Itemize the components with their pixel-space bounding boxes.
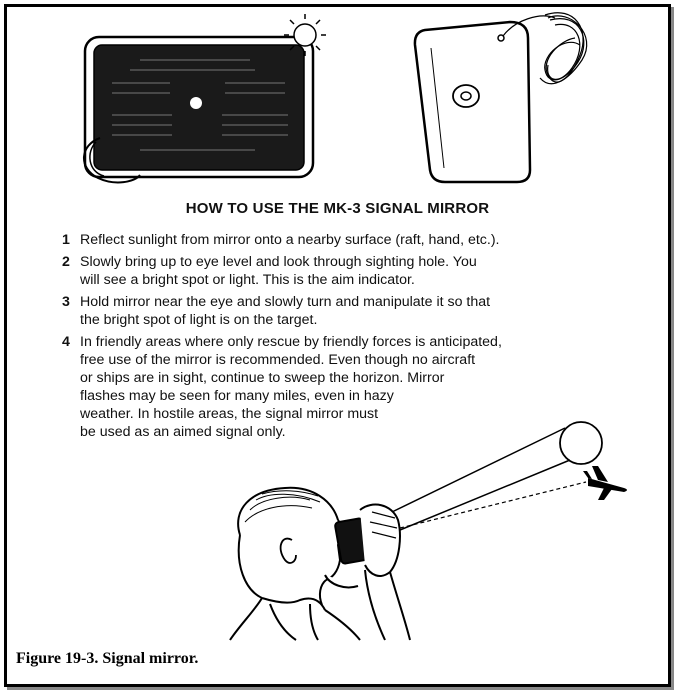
sun-icon [284,14,326,56]
man-with-mirror-illustration [230,488,410,640]
step-text-line: or ships are in sight, continue to sweep the horizon. Mirror [80,370,445,386]
step-text-line: flashes may be seen for many miles, even in hazy [80,388,394,404]
step-number: 1 [62,232,70,248]
step-text-line: free use of the mirror is recommended. Even though no aircraft [80,352,476,368]
step-text-line: In friendly areas where only rescue by friendly forces is anticipated, [80,334,502,350]
step-text-line: the bright spot of light is on the target. [80,312,318,328]
step-number: 3 [62,294,70,310]
aircraft-icon [583,466,627,500]
mirror-front-illustration [84,37,313,182]
step-text-line: Reflect sunlight from mirror onto a nearby surface (raft, hand, etc.). [80,232,500,248]
page-title: HOW TO USE THE MK-3 SIGNAL MIRROR [185,200,490,217]
step-text-line: Hold mirror near the eye and slowly turn and manipulate it so that [80,294,491,310]
list-item-step-4 [62,333,622,441]
figure-caption: Figure 19-3. Signal mirror. [16,650,199,667]
list-item-step-3 [62,293,622,329]
step-text-line: be used as an aimed signal only. [80,424,286,440]
instruction-list [62,231,622,445]
list-item-step-1 [62,231,622,249]
list-item-step-2 [62,253,622,289]
mirror-back-illustration [415,13,587,182]
step-number: 2 [62,254,70,270]
step-text-line: Slowly bring up to eye level and look through sighting hole. You [80,254,477,270]
step-text-line: weather. In hostile areas, the signal mirror must [80,406,379,422]
step-number: 4 [62,334,70,350]
step-text-line: will see a bright spot or light. This is the aim indicator. [80,272,415,288]
